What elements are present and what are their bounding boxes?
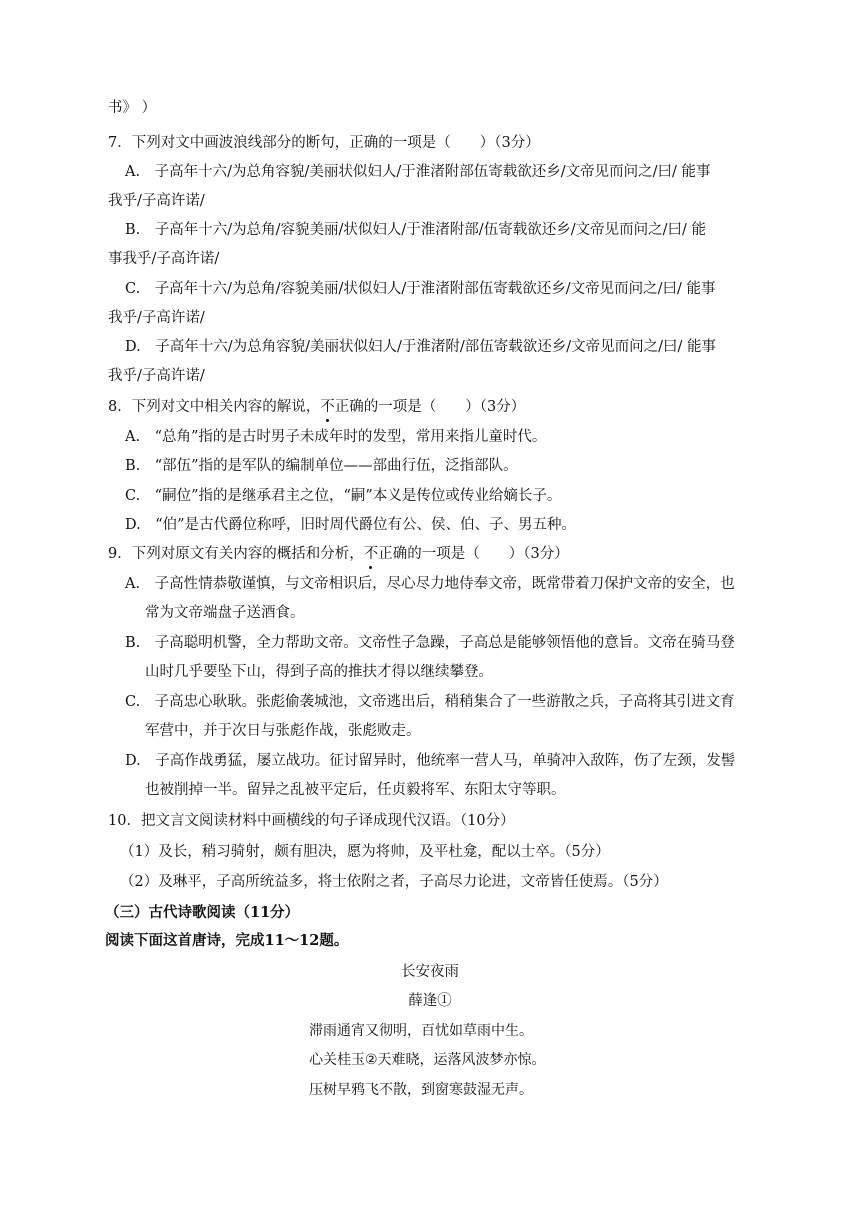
instruction: 阅读下面这首唐诗，完成11～12题。 — [105, 932, 349, 949]
option-7c: C. 子高年十六/为总角/容貌美丽/状似妇人/于淮渚附部伍寄载欲还乡/文帝见而问之/曰/ 能事 — [125, 281, 716, 297]
option-8a: A. “总角”指的是古时男子未成年时的发型，常用来指儿童时代。 — [125, 429, 547, 445]
poem-line: 压树早鸦飞不散，到窗寒鼓湿无声。 — [309, 1082, 533, 1098]
question-9 — [108, 544, 569, 564]
option-9a-cont: 常为文帝端盘子送酒食。 — [145, 605, 305, 621]
question-8-prefix: 8．下列对文中相关内容的解说， — [108, 399, 321, 415]
poem-line: 心关桂玉②天难晓，运落风波梦亦惊。 — [309, 1052, 546, 1068]
option-7b-cont: 事我乎/子高许诺/ — [108, 251, 220, 267]
question-7: 7．下列对文中画波浪线部分的断句，正确的一项是（ ）（3分） — [108, 135, 540, 151]
poem-title: 长安夜雨 — [401, 964, 459, 980]
section-heading: （三）古代诗歌阅读（11分） — [105, 904, 300, 921]
option-8c: C. “嗣位”指的是继承君主之位，“嗣”本义是传位或传业给嫡长子。 — [125, 488, 562, 504]
question-10: 10．把文言文阅读材料中画横线的句子译成现代汉语。（10分） — [108, 813, 515, 829]
question-8 — [108, 397, 525, 417]
option-8d: D. “伯”是古代爵位称呼，旧时周代爵位有公、侯、伯、子、男五种。 — [125, 517, 577, 533]
option-9c: C. 子高忠心耿耿。张彪偷袭城池，文帝逃出后，稍稍集合了一些游散之兵，子高将其引进文育 — [125, 694, 735, 710]
option-7d-cont: 我乎/子高许诺/ — [108, 368, 205, 384]
option-8b: B. “部伍”指的是军队的编制单位——部曲行伍，泛指部队。 — [125, 458, 518, 474]
option-9c-cont: 军营中，并于次日与张彪作战，张彪败走。 — [145, 723, 421, 739]
option-7a: A. 子高年十六/为总角容貌/美丽状似妇人/于淮渚附部伍寄载欲还乡/文帝见而问之/曰/ 能事 — [125, 164, 711, 180]
option-9d: D. 子高作战勇猛，屡立战功。征讨留异时，他统率一营人马，单骑冲入敌阵，伤了左颈，发髻 — [125, 753, 736, 769]
question-10-part-1: （1）及长，稍习骑射，颇有胆决，愿为将帅，及平杜龛，配以士卒。（5分） — [120, 844, 610, 860]
option-9a: A. 子高性情恭敬谨慎，与文帝相识后，尽心尽力地侍奉文帝，既常带着刀保护文帝的安全，也 — [125, 576, 735, 592]
option-7a-cont: 我乎/子高许诺/ — [108, 193, 205, 209]
poem-line: 滞雨通宵又彻明，百忧如草雨中生。 — [309, 1023, 533, 1039]
question-10-part-2: （2）及琳平，子高所统益多，将士依附之者，子高尽力论进，文帝皆任使焉。（5分） — [120, 874, 668, 890]
option-9b: B. 子高聪明机警，全力帮助文帝。文帝性子急躁，子高总是能够领悟他的意旨。文帝在骑马登 — [125, 635, 735, 651]
option-9d-cont: 也被削掉一半。留异之乱被平定后，任贞毅将军、东阳太守等职。 — [145, 782, 566, 798]
option-7d: D. 子高年十六/为总角容貌/美丽状似妇人/于淮渚附/部伍寄载欲还乡/文帝见而问之/曰/ 能事 — [125, 339, 717, 355]
question-8-suffix: 正确的一项是（ ）（3分） — [334, 399, 526, 415]
option-9b-cont: 山时几乎要坠下山，得到子高的推扶才得以继续攀登。 — [145, 664, 493, 680]
emphasis-dot-char: 不 — [363, 546, 379, 562]
emphasis-dot-char: 不 — [320, 399, 335, 415]
option-7c-cont: 我乎/子高许诺/ — [108, 310, 205, 326]
question-9-prefix: 9．下列对原文有关内容的概括和分析， — [108, 546, 364, 562]
text-line: 书》 ） — [108, 100, 157, 116]
option-7b: B. 子高年十六/为总角/容貌美丽/状似妇人/于淮渚附部/伍寄载欲还乡/文帝见而问之/曰/ 能 — [125, 222, 706, 238]
question-9-suffix: 正确的一项是（ ）（3分） — [378, 546, 569, 562]
poem-author: 薛逢① — [408, 993, 452, 1009]
